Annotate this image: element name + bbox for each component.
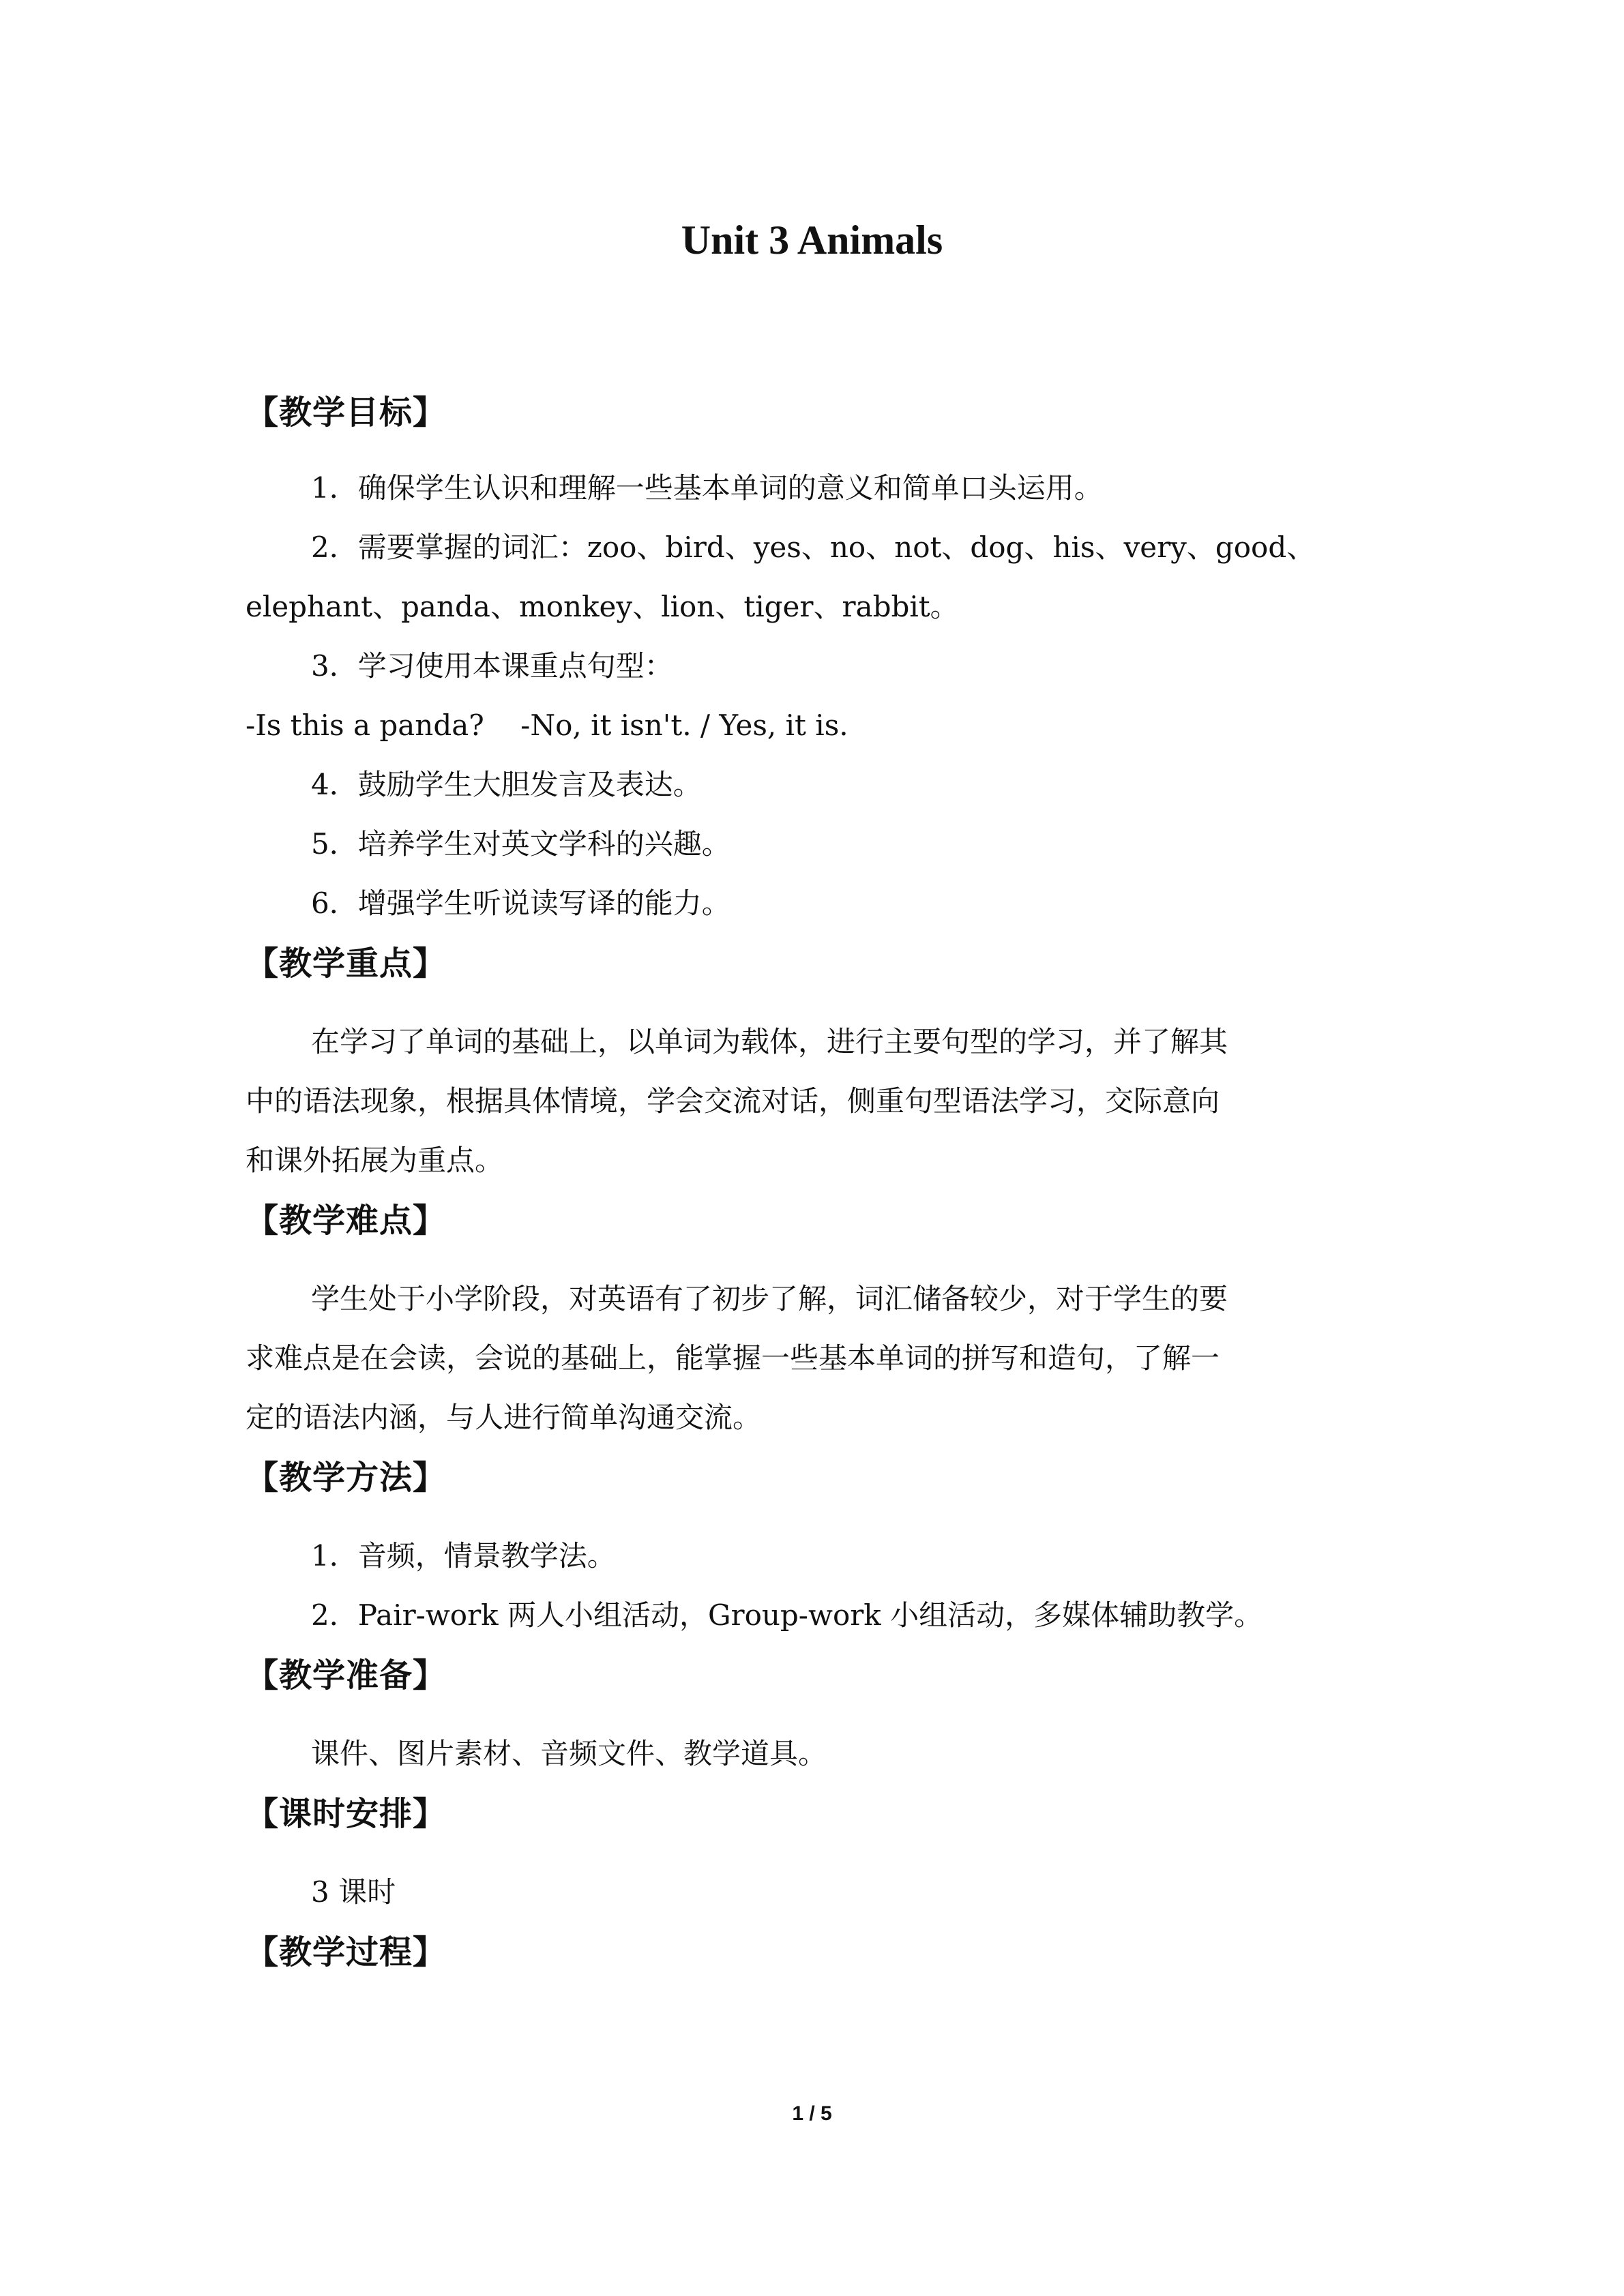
section-heading-methods: 【教学方法】 [246, 1459, 447, 1497]
objective-item-3: 3．学习使用本课重点句型： [311, 649, 673, 683]
section-heading-preparation: 【教学准备】 [246, 1656, 447, 1695]
objective-item-4: 4．鼓励学生大胆发言及表达。 [311, 768, 702, 801]
objective-item-2-line-2: elephant、panda、monkey、lion、tiger、rabbit。 [246, 590, 959, 623]
key-points-line-3: 和课外拓展为重点。 [246, 1144, 504, 1177]
section-heading-difficulties: 【教学难点】 [246, 1202, 447, 1240]
key-points-line-1: 在学习了单词的基础上，以单词为载体，进行主要句型的学习，并了解其 [311, 1025, 1228, 1058]
objective-item-5: 5．培养学生对英文学科的兴趣。 [311, 827, 730, 861]
methods-item-2: 2．Pair-work 两人小组活动，Group-work 小组活动，多媒体辅助教学。 [311, 1598, 1263, 1632]
objective-item-1: 1．确保学生认识和理解一些基本单词的意义和简单口头运用。 [311, 471, 1103, 505]
document-title: Unit 3 Animals [681, 218, 943, 263]
difficulties-line-1: 学生处于小学阶段，对英语有了初步了解，词汇储备较少，对于学生的要 [311, 1282, 1228, 1315]
page-number: 1 / 5 [792, 2102, 832, 2125]
methods-item-1: 1．音频，情景教学法。 [311, 1539, 616, 1572]
difficulties-line-3: 定的语法内涵，与人进行简单沟通交流。 [246, 1401, 762, 1434]
difficulties-line-2: 求难点是在会读，会说的基础上，能掌握一些基本单词的拼写和造句，了解一 [246, 1341, 1220, 1375]
key-points-line-2: 中的语法现象，根据具体情境，学会交流对话，侧重句型语法学习，交际意向 [246, 1084, 1220, 1118]
section-heading-schedule: 【课时安排】 [246, 1795, 447, 1833]
objective-item-6: 6．增强学生听说读写译的能力。 [311, 886, 730, 920]
section-heading-process: 【教学过程】 [246, 1933, 447, 1971]
objective-item-3-sentence: -Is this a panda? -No, it isn't. / Yes, it is. [246, 709, 848, 742]
section-heading-objectives: 【教学目标】 [246, 393, 447, 432]
preparation-text: 课件、图片素材、音频文件、教学道具。 [311, 1737, 827, 1770]
schedule-text: 3 课时 [311, 1875, 396, 1909]
objective-item-2-line-1: 2．需要掌握的词汇：zoo、bird、yes、no、not、dog、his、very、good、 [311, 531, 1316, 564]
document-body [246, 382, 1364, 1983]
section-heading-key-points: 【教学重点】 [246, 944, 447, 983]
